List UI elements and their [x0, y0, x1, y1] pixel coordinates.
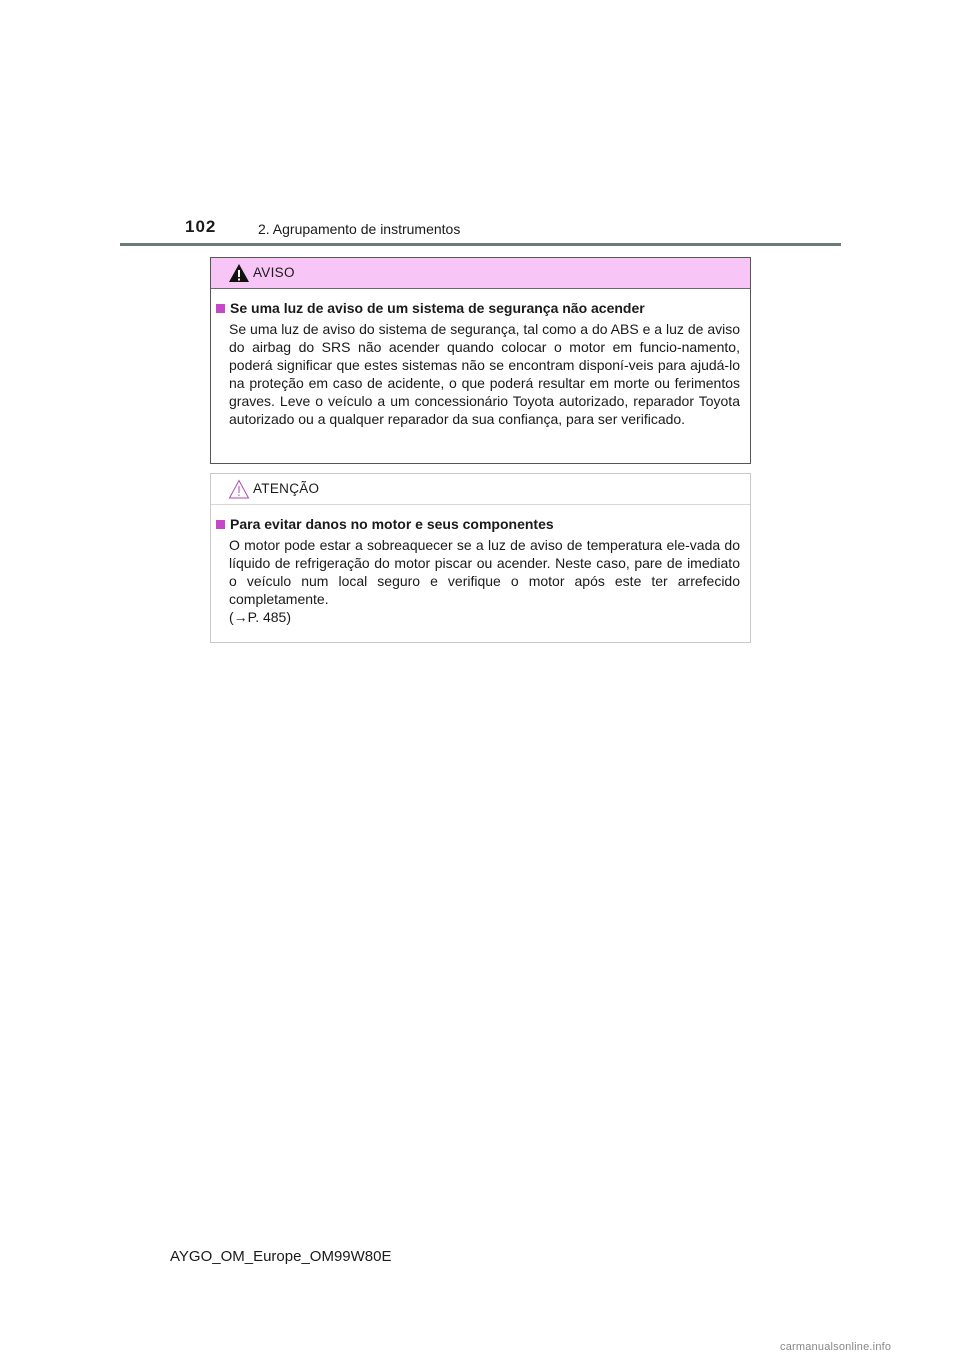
- header-rule: [120, 243, 841, 246]
- caution-item-body: O motor pode estar a sobreaquecer se a luz de aviso de temperatura ele-vada do líquido de refrigeração do motor piscar ou acender. Neste caso, pare de imediato o veículo num local seguro e verifique o motor após este ter arrefecido completamente.: [229, 537, 740, 607]
- square-bullet-icon: [216, 304, 225, 313]
- page-reference-link[interactable]: (→P. 485): [229, 609, 291, 625]
- page-number: 102: [185, 217, 217, 236]
- warning-item-heading: [216, 300, 740, 316]
- document-code: AYGO_OM_Europe_OM99W80E: [170, 1248, 392, 1265]
- caution-box-body: [211, 505, 750, 626]
- warning-box-header: [211, 258, 750, 289]
- warning-box-title: AVISO: [253, 265, 295, 280]
- section-title: 2. Agrupamento de instrumentos: [258, 221, 461, 237]
- warning-triangle-outline-icon: [228, 479, 250, 499]
- watermark: carmanualsonline.info: [780, 1341, 892, 1353]
- warning-box-body: [211, 289, 750, 428]
- warning-box: [210, 257, 751, 464]
- warning-item-text: Se uma luz de aviso do sistema de segurança, tal como a do ABS e a luz de aviso do airbag do SRS não acender quando colocar o motor em funcio-namento, poderá significar que estes sistemas não se encontram disponí-veis para ajudá-lo na proteção em caso de acidente, o que poderá resultar em morte ou ferimentos graves. Leve o veículo a um concessionário Toyota autorizado, reparador Toyota autorizado ou a qualquer reparador da sua confiança, para ser verificado.: [229, 321, 740, 427]
- caution-item-heading-text: Para evitar danos no motor e seus componentes: [230, 516, 554, 532]
- caution-item-heading: [216, 516, 740, 532]
- caution-item-text: [229, 536, 740, 626]
- square-bullet-icon: [216, 520, 225, 529]
- caution-box-header: [211, 474, 750, 505]
- caution-box: [210, 473, 751, 643]
- page-header: [0, 0, 960, 250]
- warning-triangle-filled-icon: [228, 263, 250, 283]
- caution-box-title: ATENÇÃO: [253, 481, 320, 496]
- warning-item-heading-text: Se uma luz de aviso de um sistema de segurança não acender: [230, 300, 645, 316]
